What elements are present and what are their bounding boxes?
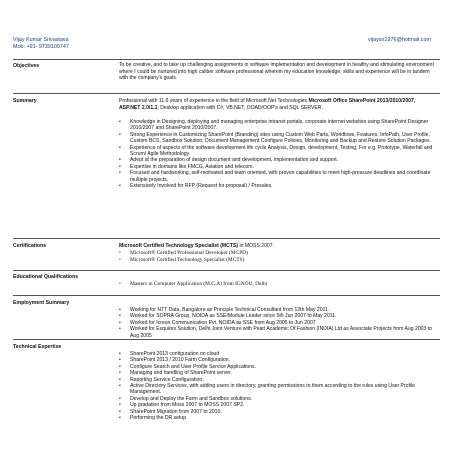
bullet-icon: •: [119, 408, 121, 415]
section-title-technical: Technical Expertise: [13, 344, 62, 350]
bullet-icon: •: [119, 326, 121, 333]
objectives-text: To be creative, and to take up challenging assignments in software implementation and development in healthy and stimulating environment where I could be nurtured into high caliber software professional wherein my education knowledge, skills and experience will be in tandem with the company's goals.: [119, 62, 434, 81]
list-item: • Reporting Service Configuration.: [119, 376, 204, 383]
list-item: • Worked for SOPRA Group, NOIDA as SSE/Module Leader since 5th Jun 2007 to May 2011.: [119, 313, 337, 320]
summary-list: [119, 119, 437, 189]
section-title-employment: Employment Summary: [13, 300, 70, 306]
list-item: • Focused and hardworking, self-motivated and team oriented, with proven capabilities to meet high-pressure deadlines and coordinate multiple projects.: [119, 170, 431, 183]
list-item: • Active Directory Services, with adding users in directory, granting permissions to them according to the rules using User Profile Management.: [119, 383, 415, 396]
bullet-icon: •: [119, 281, 121, 287]
bullet-icon: •: [119, 370, 121, 377]
bullet-icon: •: [119, 395, 121, 402]
list-item: • Develop and Deploy the Farm and Sandbox solutions.: [119, 395, 253, 402]
list-item: • Adept at the preparation of design document and development, implementation and support.: [119, 157, 339, 164]
bullet-icon: •: [119, 357, 121, 364]
bullet-icon: •: [119, 383, 121, 390]
bullet-icon: •: [119, 250, 121, 256]
list-item: • Extensively Involved for RFP (Request for proposal) / Presales.: [119, 183, 273, 190]
list-item: • SharePoint 2013 configuration on cloud: [119, 351, 220, 357]
list-item: • SharePoint Migration from 2007 to 2010.: [119, 408, 222, 415]
section-title-education: Educational Qualifications: [13, 274, 79, 280]
bullet-icon: •: [119, 144, 121, 151]
bullet-icon: •: [119, 319, 121, 326]
section-divider: [13, 295, 440, 296]
employment-list: [119, 307, 437, 339]
bullet-icon: •: [119, 363, 121, 370]
certifications-list: [119, 250, 437, 264]
list-item: • Experience of aspects of the software development life cycle Analysis, Design, development, Testing, For e.g. Prototype, Waterfall and Scrum/ Agile Methodology.: [119, 144, 433, 158]
list-item: • Expertise in domains like FMCG, Aviation and telecom.: [119, 163, 254, 170]
section-title-summary: Summary: [13, 98, 37, 104]
section-divider: [13, 270, 440, 271]
section-divider: [13, 59, 440, 60]
bullet-icon: •: [119, 157, 121, 164]
bullet-icon: •: [119, 313, 121, 320]
bullet-icon: •: [119, 307, 121, 313]
section-divider: [13, 339, 440, 340]
certification-line: Microsoft Certified Technology Specialist (MCTS) in MOSS 2007.: [119, 243, 275, 249]
list-item: • Knowledge in Designing, deploying and managing enterprise intranet portals, corporate internet websites using SharePoint Designer 2010/2007 and SharePoint 2010/2007.: [119, 119, 429, 132]
bullet-icon: •: [119, 183, 121, 190]
candidate-email[interactable]: vijaysri1976@hotmail.com: [368, 37, 431, 43]
list-item: • Up gradation from Moss 2007 to MOSS 2007 SP2.: [119, 402, 245, 409]
list-item: • Working for NTT Data, Bangalore as Principle Technical Consultant from 12th May 2011.: [119, 307, 330, 313]
technical-list: [119, 351, 437, 421]
section-title-objectives: Objectives: [13, 63, 40, 69]
list-item: • Microsoft® Certified Professional Developer (MCPD): [119, 250, 248, 256]
candidate-name: Vijay Kumar Srivastava: [13, 37, 69, 43]
bullet-icon: •: [119, 351, 121, 357]
list-item: • Managing and handling of SharePoint server.: [119, 370, 232, 377]
list-item: • Microsoft® Certified Technology Specialist (MCTS): [119, 257, 245, 264]
bullet-icon: •: [119, 257, 121, 264]
education-list: [119, 281, 437, 288]
list-item: • Masters in Computer Application (M.C.A) from IGNOU, Delhi: [119, 281, 268, 287]
section-divider: [13, 238, 440, 239]
list-item: • Worked for Esquires Solution, Delhi Joint Venture with Pearl Academic Of Fashion (INDIA) Ltd as Associate Projects from Aug 2003 to Aug 2005: [119, 326, 432, 339]
list-item: • SharePoint 2013 / 2010 Farm Configuration.: [119, 357, 230, 364]
bullet-icon: •: [119, 119, 121, 125]
summary-intro: Professional with 11.6 years of experience in the field of Microsoft.Net Technologies Microsoft Office SharePoint 2013/2010/2007, ASP.NET 2.0/1.1, Desktop application with C#, VB.NET, OOAD/OOP's and SQL SERVER.: [119, 98, 416, 111]
list-item: • Worked for Icreon Communication Pvt, NOIDA as SSE from Aug 2005 to Jun 2007: [119, 319, 316, 326]
candidate-mobile: Mob: +91- 9739100747: [13, 43, 69, 50]
bullet-icon: •: [119, 170, 121, 177]
list-item: • Strong Experience in Customizing SharePoint (Branding) sites using Custom Web Parts, Workflows, Features, InfoPath, User Profile, Custom BCS, Sandbox Solution, Document Management Configure Policies, Monitoring and Backup and Restore Solution Packages.: [119, 131, 431, 145]
bullet-icon: •: [119, 131, 121, 138]
section-title-certifications: Certifications: [13, 243, 47, 249]
bullet-icon: •: [119, 163, 121, 170]
list-item: • Configure Search and User Profile Service Applications.: [119, 363, 256, 370]
bullet-icon: •: [119, 376, 121, 383]
list-item: • Performing the DR setup: [119, 415, 187, 422]
bullet-icon: •: [119, 415, 121, 422]
bullet-icon: •: [119, 402, 121, 409]
section-divider: [13, 93, 440, 94]
